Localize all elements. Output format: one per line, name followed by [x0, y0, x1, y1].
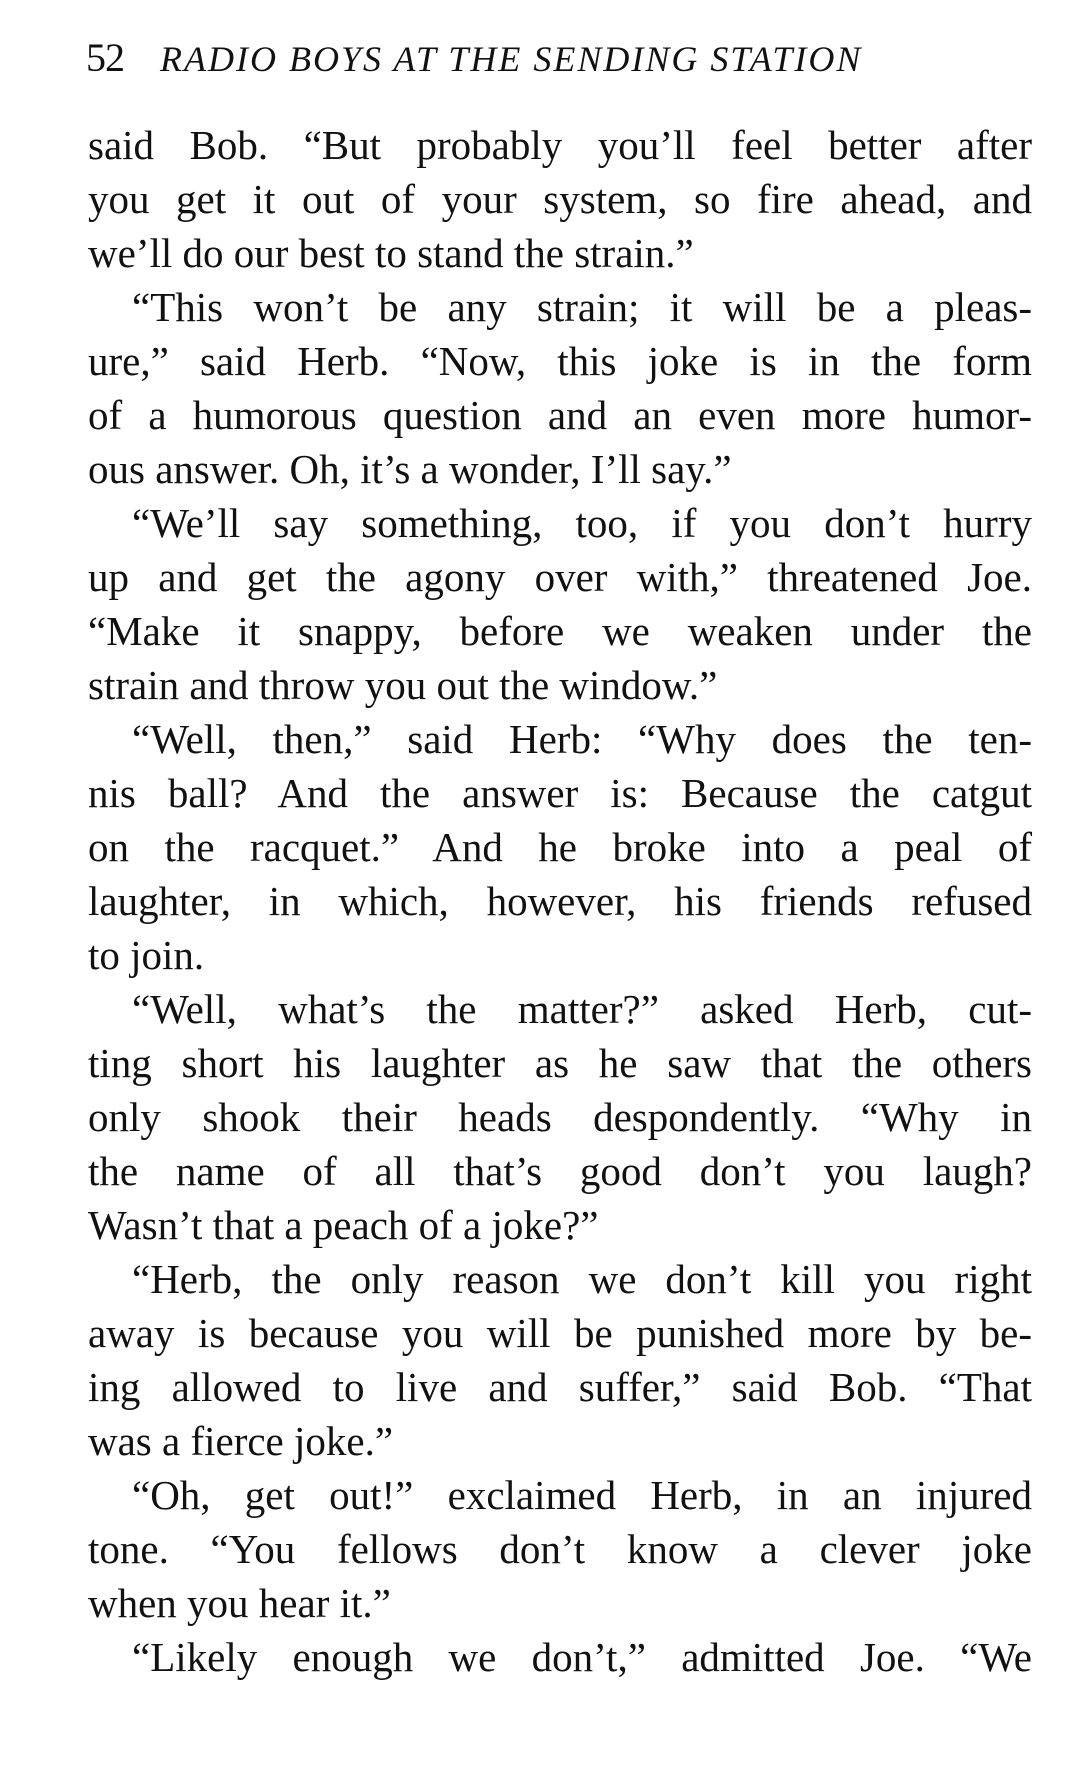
text-line: “Make it snappy, before we weaken under the	[88, 608, 1032, 654]
text-line: ting short his laughter as he saw that the others	[88, 1040, 1032, 1086]
text-line: ure,” said Herb. “Now, this joke is in the form	[88, 338, 1032, 384]
text-line: “Oh, get out!” exclaimed Herb, in an injured	[132, 1472, 1032, 1518]
text-line: you get it out of your system, so fire ahead, and	[88, 176, 1032, 222]
text-line: nis ball? And the answer is: Because the catgut	[88, 770, 1032, 816]
text-line: “Herb, the only reason we don’t kill you right	[132, 1256, 1032, 1302]
text-line: laughter, in which, however, his friends refused	[88, 878, 1032, 924]
text-line: only shook their heads despondently. “Why in	[88, 1094, 1032, 1140]
text-line: on the racquet.” And he broke into a peal of	[88, 824, 1032, 870]
running-title: RADIO BOYS AT THE SENDING STATION	[160, 39, 863, 79]
text-line: “This won’t be any strain; it will be a pleas-	[132, 284, 1032, 330]
body-text	[88, 118, 1032, 1684]
text-line: said Bob. “But probably you’ll feel better after	[88, 122, 1032, 168]
text-line: “We’ll say something, too, if you don’t hurry	[132, 500, 1032, 546]
text-line: was a fierce joke.”	[88, 1418, 394, 1464]
text-line: up and get the agony over with,” threatened Joe.	[88, 554, 1032, 600]
text-line: Wasn’t that a peach of a joke?”	[88, 1202, 599, 1248]
text-line: away is because you will be punished more by be-	[88, 1310, 1032, 1356]
text-line: to join.	[88, 932, 205, 978]
text-line: the name of all that’s good don’t you laugh?	[88, 1148, 1032, 1194]
text-line: when you hear it.”	[88, 1580, 391, 1626]
running-head	[86, 34, 1006, 94]
text-line: ous answer. Oh, it’s a wonder, I’ll say.”	[88, 446, 732, 492]
page-number: 52	[86, 35, 124, 80]
text-line: strain and throw you out the window.”	[88, 662, 718, 708]
text-line: tone. “You fellows don’t know a clever joke	[88, 1526, 1032, 1572]
text-line: ing allowed to live and suffer,” said Bob. “That	[88, 1364, 1032, 1410]
text-line: “Well, then,” said Herb: “Why does the ten-	[132, 716, 1032, 762]
text-line: “Well, what’s the matter?” asked Herb, cut-	[132, 986, 1032, 1032]
text-line: “Likely enough we don’t,” admitted Joe. “We	[132, 1634, 1032, 1680]
text-line: we’ll do our best to stand the strain.”	[88, 230, 694, 276]
text-line: of a humorous question and an even more humor-	[88, 392, 1032, 438]
